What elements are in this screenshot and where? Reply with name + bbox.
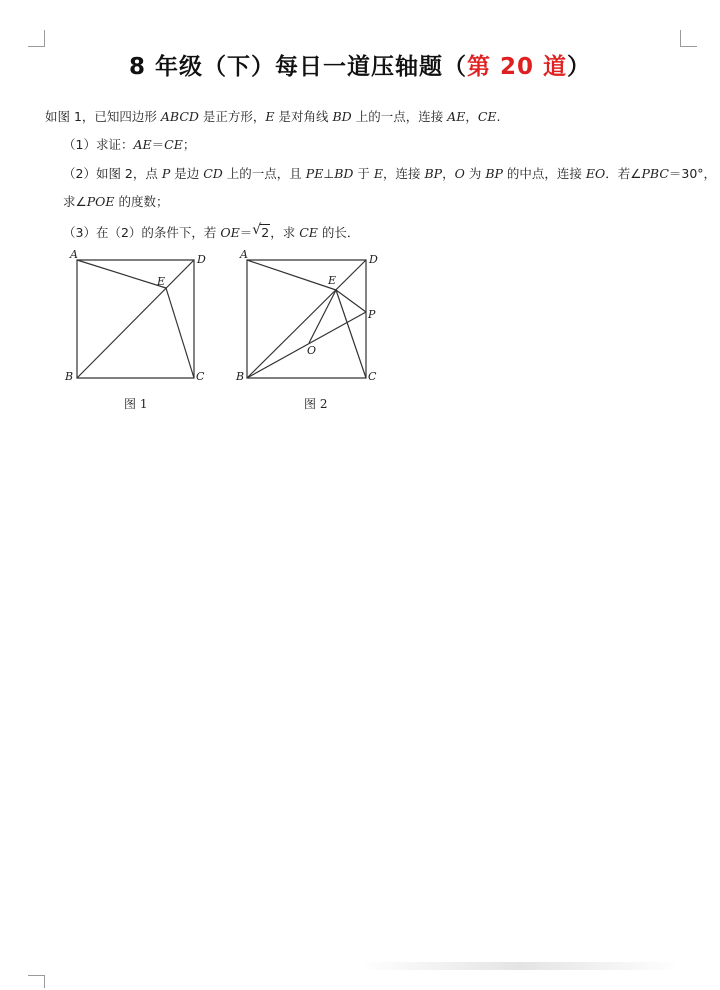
fig1-caption: 图 1 (124, 397, 148, 411)
fig1-label-c: C (196, 370, 205, 383)
title-suffix: ） (567, 54, 592, 80)
fig1-segment-ce (166, 288, 194, 378)
fig2-segment-ae (247, 260, 336, 290)
fig1-label-e: E (157, 275, 166, 288)
fig2-label-e: E (328, 274, 337, 287)
fig1-label-a: A (70, 248, 78, 261)
fig2-caption: 图 2 (304, 397, 328, 411)
fig2-segment-eo (309, 290, 336, 343)
figure-2 (235, 248, 378, 411)
fig2-label-c: C (368, 370, 377, 383)
problem-part-2-line-1: （2）如图 2，点 P 是边 CD 上的一点，且 PE⊥BD 于 E，连接 BP，O 为 BP 的中点，连接 EO．若∠PBC＝30°， (63, 166, 717, 181)
title-prefix: 8 年级（下）每日一道压轴题（ (128, 54, 467, 80)
fig2-diagonal-bd (247, 260, 366, 378)
sqrt-radical: √ 2 (252, 222, 270, 240)
fig1-label-d: D (197, 253, 206, 266)
title-highlight: 第 20 道 (466, 54, 568, 80)
fig2-label-b: B (236, 370, 245, 383)
fig2-label-d: D (369, 253, 378, 266)
fig2-segment-ce (336, 290, 366, 378)
fig1-segment-ae (77, 260, 166, 288)
fig2-label-o: O (307, 344, 317, 357)
fig2-label-a: A (240, 248, 248, 261)
fig2-label-p: P (368, 308, 376, 321)
fig1-diagonal-bd (77, 260, 194, 378)
problem-part-2-line-2: 求∠POE 的度数； (63, 194, 169, 209)
figure-1 (64, 248, 206, 411)
fig2-segment-pe (336, 290, 366, 312)
problem-part-1: （1）求证：AE＝CE； (63, 137, 196, 152)
footer-watermark-blur (360, 962, 680, 970)
problem-intro: 如图 1，已知四边形 ABCD 是正方形，E 是对角线 BD 上的一点，连接 AE，CE. (45, 109, 501, 124)
fig1-label-b: B (65, 370, 74, 383)
problem-part-3: （3）在（2）的条件下，若 OE＝ √ 2，求 CE 的长． (63, 222, 360, 240)
